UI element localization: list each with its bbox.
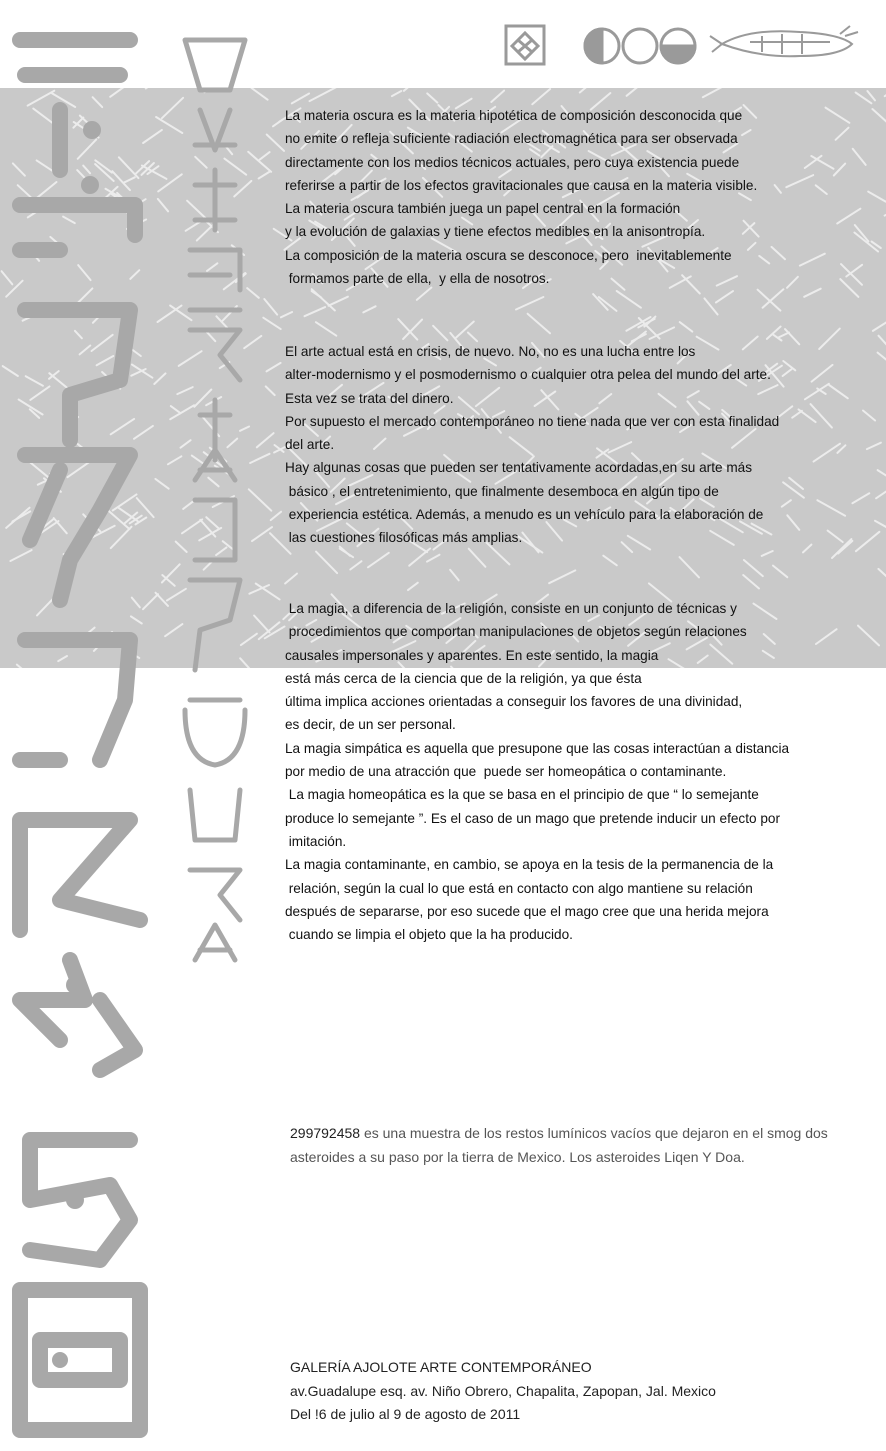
texture-dash xyxy=(363,306,375,312)
texture-dash xyxy=(516,297,543,310)
texture-dash xyxy=(469,549,486,567)
texture-dash xyxy=(266,386,275,395)
text-line: formamos parte de ella, y ella de nosotros. xyxy=(285,271,550,287)
texture-dash xyxy=(680,557,700,577)
text-line: relación, según la cual lo que está en contacto con algo mantiene su relación xyxy=(285,880,753,896)
gallery-name: GALERÍA AJOLOTE ARTE CONTEMPORÁNEO xyxy=(290,1359,592,1375)
art-crisis-paragraph xyxy=(285,340,875,550)
texture-dash xyxy=(408,583,418,590)
texture-dash xyxy=(878,470,886,477)
texture-dash xyxy=(260,152,270,160)
texture-dash xyxy=(267,135,284,151)
texture-dash xyxy=(532,89,550,104)
text-line: Esta vez se trata del dinero. xyxy=(285,390,454,406)
texture-dash xyxy=(368,553,389,568)
texture-dash xyxy=(773,566,787,578)
text-line: cuando se limpia el objeto que la ha producido. xyxy=(285,927,573,943)
text-line: alter-modernismo y el posmodernismo o cualquier otra pelea del mundo del arte. xyxy=(285,367,771,383)
text-line: Hay algunas cosas que pueden ser tentativamente acordadas,en su arte más xyxy=(285,460,753,476)
texture-dash xyxy=(292,94,309,104)
texture-dash xyxy=(310,88,338,101)
knot-logo-icon xyxy=(506,26,544,64)
texture-dash xyxy=(744,560,763,576)
texture-dash xyxy=(392,91,401,96)
texture-dash xyxy=(403,320,422,340)
texture-dash xyxy=(703,88,727,97)
text-line: La composición de la materia oscura se desconoce, pero inevitablemente xyxy=(285,247,732,263)
text-line: La magia homeopática es la que se basa en el principio de que “ lo semejante xyxy=(285,787,759,803)
gallery-footer xyxy=(290,1356,850,1427)
text-line: La magia, a diferencia de la religión, consiste en un conjunto de técnicas y xyxy=(285,601,737,616)
text-line: está más cerca de la ciencia que de la religión, ya que ésta xyxy=(285,670,642,686)
text-line: por medio de una atracción que puede ser homeopática o contaminante. xyxy=(285,764,727,780)
header-icons xyxy=(500,22,870,70)
texture-dash xyxy=(867,91,875,100)
vertical-glyph-title xyxy=(170,20,260,980)
texture-dash xyxy=(281,312,292,317)
exhibition-description xyxy=(290,1122,850,1169)
text-line: La materia oscura también juega un papel central en la formación xyxy=(285,201,681,217)
text-line: básico , el entretenimiento, que finalmente desemboca en algún tipo de xyxy=(285,483,719,499)
texture-dash xyxy=(873,316,886,331)
texture-dash xyxy=(264,299,277,315)
exhibition-number: 299792458 xyxy=(290,1125,361,1141)
text-line: referirse a partir de los efectos gravitacionales que causa en la materia visible. xyxy=(285,177,758,193)
texture-dash xyxy=(450,570,459,581)
texture-dash xyxy=(876,484,886,498)
texture-dash xyxy=(528,314,550,334)
moon-phase-icon xyxy=(585,29,695,63)
texture-dash xyxy=(267,363,281,372)
axolotl-icon xyxy=(710,26,858,56)
texture-dash xyxy=(433,326,447,341)
text-line: experiencia estética. Además, a menudo es un vehículo para la elaboración de xyxy=(285,507,764,523)
texture-dash xyxy=(716,291,733,302)
exhibition-text: es una muestra de los restos lumínicos vacíos que dejaron en el smog dos asteroides a su paso por la tierra de Mexico. Los asteroides Liqen Y Doa. xyxy=(290,1125,828,1165)
texture-dash xyxy=(263,318,280,329)
texture-dash xyxy=(316,552,337,574)
text-line: y la evolución de galaxias y tiene efectos medibles en la anisontropía. xyxy=(285,224,706,240)
text-line: causales impersonales y aparentes. En este sentido, la magia xyxy=(285,647,659,663)
texture-dash xyxy=(350,561,361,569)
texture-dash xyxy=(427,93,437,102)
text-line: La materia oscura es la materia hipotética de composición desconocida que xyxy=(285,108,743,123)
text-line: La magia simpática es aquella que presupone que las cosas interactúan a distancia xyxy=(285,740,790,756)
texture-dash xyxy=(704,298,717,314)
texture-dash xyxy=(878,353,886,372)
texture-dash xyxy=(627,88,639,96)
text-line: directamente con los medios técnicos actuales, pero cuya existencia puede xyxy=(285,154,740,170)
texture-dash xyxy=(427,555,440,562)
texture-dash xyxy=(404,88,420,91)
texture-dash xyxy=(878,569,886,582)
texture-dash xyxy=(316,322,336,336)
text-line: La magia contaminante, en cambio, se apoya en la tesis de la permanencia de la xyxy=(285,857,774,873)
texture-dash xyxy=(743,575,759,589)
texture-dash xyxy=(580,88,588,93)
magic-paragraph xyxy=(285,597,875,946)
texture-dash xyxy=(340,549,353,558)
gallery-address: av.Guadalupe esq. av. Niño Obrero, Chapalita, Zapopan, Jal. Mexico xyxy=(290,1382,716,1399)
text-line: después de separarse, por eso sucede que el mago cree que una herida mejora xyxy=(285,903,769,919)
text-line: produce lo semejante ”. Es el caso de un mago que pretende inducir un efecto por xyxy=(285,810,780,826)
texture-dash xyxy=(305,307,326,316)
text-line: última implica acciones orientadas a conseguir los favores de una divinidad, xyxy=(285,694,743,710)
texture-dash xyxy=(271,512,281,520)
texture-dash xyxy=(680,322,693,332)
texture-dash xyxy=(491,91,504,102)
text-line: del arte. xyxy=(285,437,335,453)
texture-dash xyxy=(259,172,270,179)
text-line: El arte actual está en crisis, de nuevo. No, no es una lucha entre los xyxy=(285,344,696,359)
texture-dash xyxy=(603,556,617,566)
text-line: procedimientos que comportan manipulaciones de objetos según relaciones xyxy=(285,624,747,640)
stylized-number-column xyxy=(0,0,160,1451)
dark-matter-paragraph xyxy=(285,104,875,290)
text-line: es decir, de un ser personal. xyxy=(285,717,456,733)
text-line: imitación. xyxy=(285,833,347,849)
texture-dash xyxy=(549,570,575,583)
texture-dash xyxy=(758,290,781,311)
text-line: las cuestiones filosóficas más amplias. xyxy=(285,530,523,546)
texture-dash xyxy=(779,333,789,338)
texture-dash xyxy=(398,319,417,340)
exhibition-dates: Del !6 de julio al 9 de agosto de 2011 xyxy=(290,1406,521,1422)
texture-dash xyxy=(617,291,641,308)
texture-dash xyxy=(762,551,773,556)
text-line: no emite o refleja suficiente radiación electromagnética para ser observada xyxy=(285,131,738,147)
texture-dash xyxy=(329,297,348,306)
texture-dash xyxy=(285,574,297,584)
text-line: Por supuesto el mercado contemporáneo no tiene nada que ver con esta finalidad xyxy=(285,413,780,429)
